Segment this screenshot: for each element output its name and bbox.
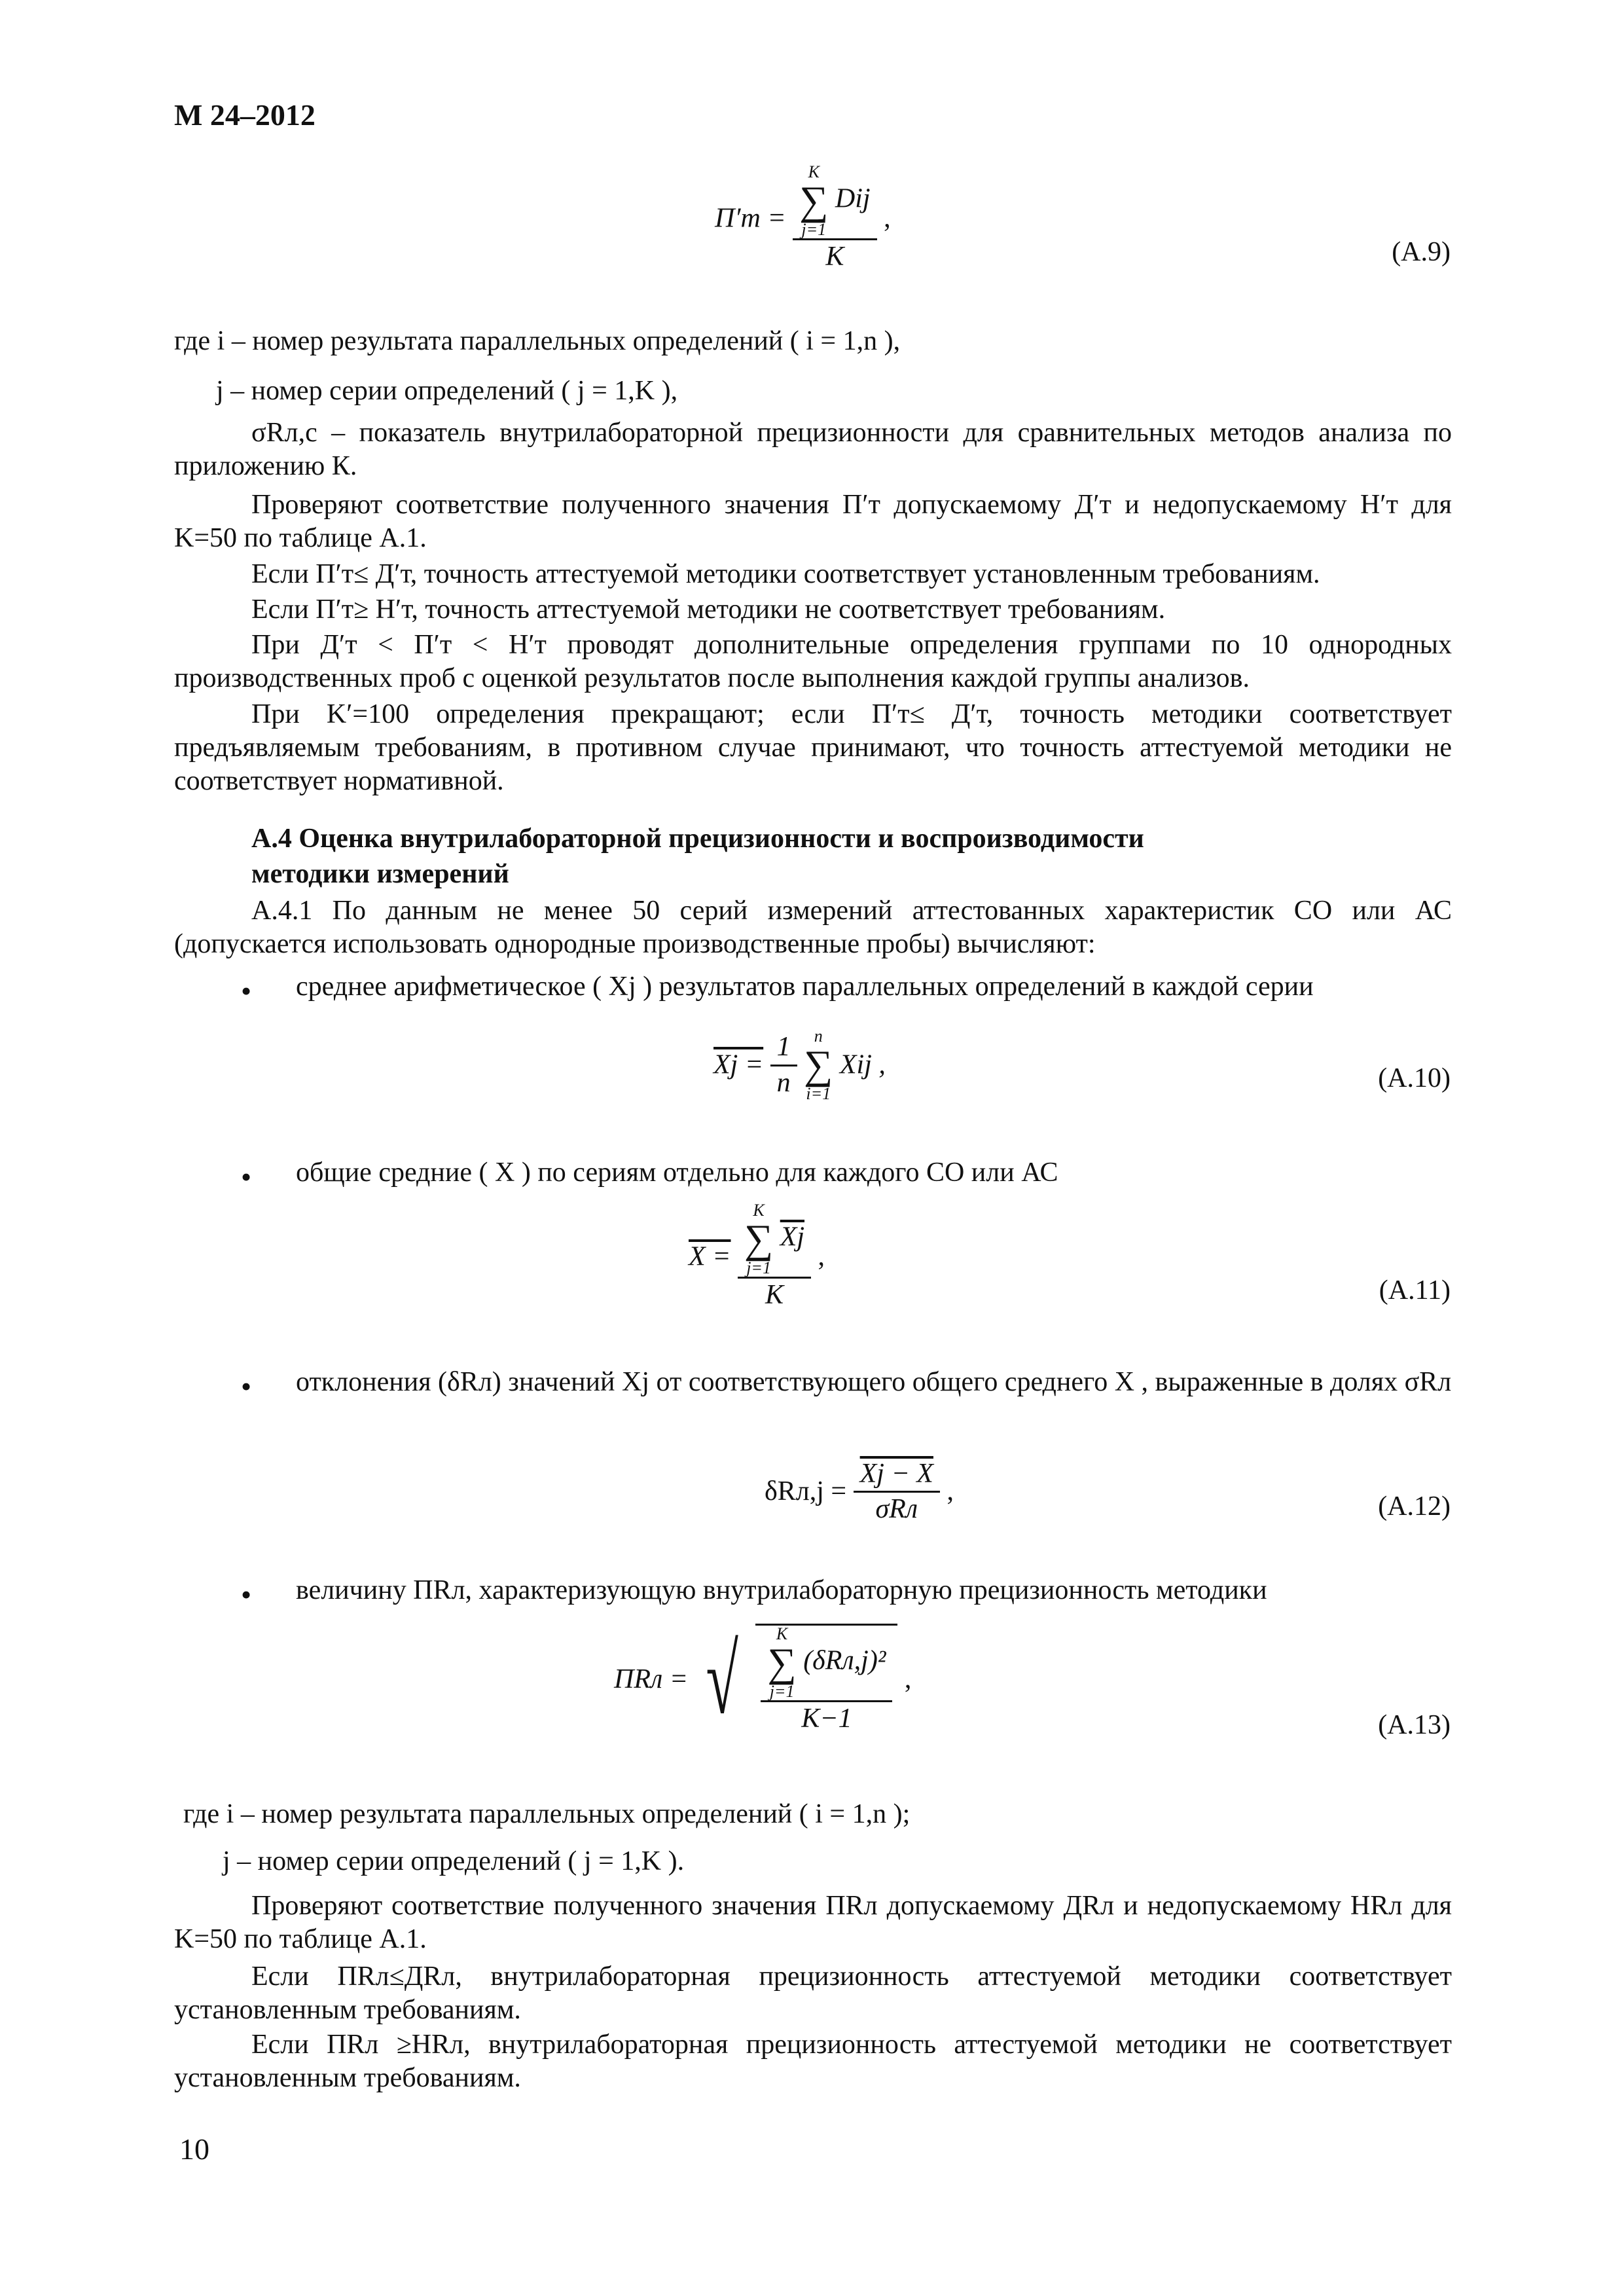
a10-fraction: $\frac{1}{n}$	[770, 1030, 797, 1099]
paragraph-if-greater: Если П′т≥ Н′т, точность аттестуемой методики не соответствует требованиям.	[251, 594, 1166, 625]
equation-number-a11: (А.11)	[1379, 1275, 1451, 1305]
a9-denominator: K	[793, 238, 876, 274]
equation-number-a9: (А.9)	[1392, 237, 1451, 267]
formula-a11: X = K ∑ j=1 $\overline{Xj}$ K ,	[689, 1202, 825, 1312]
a9-fraction	[793, 164, 876, 274]
a9-lhs: П′т =	[715, 203, 786, 234]
paragraph-k100: При K′=100 определения прекращают; если П′т≤ Д′т, точность методики соответствует предъявляемым требованиям, в противном случае принимают, что точность аттестуемой методики не соответствует нормативной.	[174, 699, 1452, 797]
a11-denominator: K	[738, 1277, 811, 1312]
bullet-mean: • среднее арифметическое ( Xj ) результатов параллельных определений в каждой серии	[257, 970, 1452, 1004]
a13-fraction	[761, 1626, 892, 1736]
paragraph-if-less: Если П′т≤ Д′т, точность аттестуемой методики соответствует установленным требованиям.	[251, 559, 1320, 589]
a12-fraction	[854, 1457, 940, 1526]
paragraph-check-a9: Проверяют соответствие полученного значения П′т допускаемому Д′т и недопускаемому Н′т для K=50 по таблице А.1.	[174, 490, 1452, 554]
a11-lhs: X =	[689, 1241, 731, 1272]
bullet-dot: •	[241, 974, 252, 1008]
paragraph-rl-less: Если ПRл≤ДRл, внутрилабораторная прецизионность аттестуемой методики соответствует установленным требованиям.	[174, 1961, 1452, 2026]
a12-lhs: δRл,j =	[765, 1476, 847, 1507]
a10-sum-symbol: n ∑ i=1	[804, 1027, 833, 1103]
a13-lhs: ПRл =	[614, 1664, 689, 1694]
paragraph-rl-greater: Если ПRл ≥НRл, внутрилабораторная прецизионность аттестуемой методики не соответствует установленным требованиям.	[174, 2030, 1452, 2094]
a13-sum-symbol: K ∑ j=1	[767, 1624, 797, 1701]
equation-number-a13: (А.13)	[1378, 1710, 1451, 1740]
a11-sum-symbol: K ∑ j=1	[744, 1201, 774, 1277]
bullet-overall-mean: • общие средние ( X ) по сериям отдельно для каждого СО или АС	[241, 1157, 1058, 1194]
a10-term: Xij ,	[839, 1049, 886, 1080]
equation-number-a12: (А.12)	[1378, 1491, 1451, 1522]
a9-sum-symbol: K ∑ j=1	[799, 162, 829, 239]
a12-numerator: Xj − X	[859, 1459, 933, 1489]
formula-a10	[713, 1028, 886, 1102]
a12-denominator: σRл	[854, 1491, 940, 1526]
formula-a12: δRл,j = $\frac{Xj - X}{\text{σRл}}$ ,	[765, 1457, 954, 1526]
a9-sum-term: Dij	[835, 183, 871, 214]
a11-term: $\overline{Xj}$	[780, 1222, 805, 1252]
sqrt-symbol: √	[706, 1625, 738, 1734]
section-heading-a4-cont: методики измерений	[251, 859, 509, 889]
a11-fraction	[738, 1202, 811, 1312]
bullet-deviations: • отклонения (δRл) значений Xj от соответствующего общего среднего X , выраженные в долях σRл	[241, 1367, 1452, 1403]
where-i-line-2: где i – номер результата параллельных определений ( i = 1,n );	[183, 1799, 911, 1829]
a13-square-root	[695, 1624, 898, 1736]
formula-a13: ПRл = √ K ∑ j=1 (δRл,j)² K−1 ,	[614, 1624, 911, 1736]
a13-denominator: K−1	[761, 1700, 892, 1736]
where-j-line: j – номер серии определений ( j = 1,K ),	[216, 376, 678, 406]
paragraph-additional: При Д′т < П′т < Н′т проводят дополнительные определения группами по 10 однородных производственных проб с оценкой результатов после выполнения каждой группы анализов.	[174, 630, 1452, 694]
page-number: 10	[179, 2132, 209, 2166]
section-heading-a4: А.4 Оценка внутрилабораторной прецизионности и воспроизводимости	[251, 824, 1144, 854]
equation-number-a10: (А.10)	[1378, 1063, 1451, 1093]
where-i-line: где i – номер результата параллельных определений ( i = 1,n ),	[174, 326, 901, 356]
sigma-definition: σRл,с – показатель внутрилабораторной прецизионности для сравнительных методов анализа по приложению К.	[174, 418, 1452, 482]
bullet-precision: • величину ПRл, характеризующую внутрилабораторную прецизионность методики	[241, 1575, 1267, 1611]
paragraph-a41: А.4.1 По данным не менее 50 серий измерений аттестованных характеристик СО или АС (допускается использовать однородные производственные пробы) вычисляют:	[174, 896, 1452, 960]
a10-lhs: Xj =	[713, 1049, 764, 1080]
formula-a9: П′т = K ∑ j=1 Dij K ,	[715, 164, 891, 274]
where-j-line-2: j – номер серии определений ( j = 1,K ).	[223, 1846, 685, 1876]
paragraph-check-a13: Проверяют соответствие полученного значения ПRл допускаемому ДRл и недопускаемому НRл для K=50 по таблице А.1.	[174, 1891, 1452, 1955]
a13-term: (δRл,j)²	[803, 1645, 886, 1676]
document-header: М 24–2012	[174, 98, 316, 132]
